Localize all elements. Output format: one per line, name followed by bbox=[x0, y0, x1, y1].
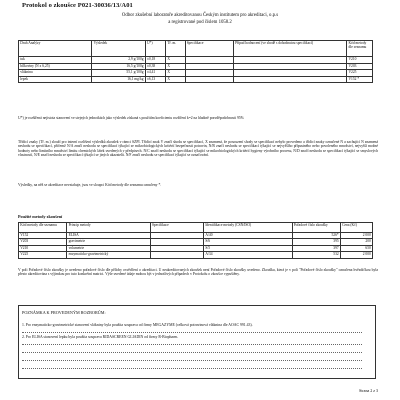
cell: 526* bbox=[292, 233, 340, 239]
methods-table bbox=[18, 222, 373, 259]
cell: V210 bbox=[347, 57, 373, 64]
protocol-title: Protokol o zkoušce P021-30036/13/A01 bbox=[22, 2, 133, 9]
col-evaluation: Případ hodnocení (ve shodě s dohodnutou specifikací) bbox=[233, 41, 346, 57]
uncertainty-text: je rozšířená nejistota stanovení ve stejných jednotkách jako výsledek získaná s použitím koeficientu rozšíření k=2 na hladině pravděpodobnosti 95% bbox=[24, 116, 244, 120]
col-uncertainty: U*) bbox=[145, 41, 165, 57]
cell: V152 * bbox=[347, 76, 373, 83]
cell: V203 bbox=[19, 239, 67, 245]
methods-header-row bbox=[19, 223, 373, 233]
col-spec: Specifikace bbox=[150, 223, 203, 233]
uncertainty-note bbox=[18, 116, 378, 120]
col-class: Tř. m. bbox=[166, 41, 185, 57]
col-code: Kód metody dle seznamu bbox=[19, 223, 67, 233]
col-analysis: Druh Analýzy bbox=[19, 41, 92, 57]
order-number-remark: V poli Pořadové číslo zkoušky je uvedeno pořadové číslo dle přílohy osvědčení o akreditaci. U neakreditovaných zkoušek není Pořadové číslo zkoušky uvedeno. Zkoušku, která je v poli "Pořadové číslo zkoušky" označena hvězdičkou byla přesto akreditována s výjimkou pro tuto konkrétní matrici. Výše uvedené údaje mohou být v jednotlivých případech v Protokolu o zkoušce vypuštěny. bbox=[18, 268, 378, 277]
cell bbox=[150, 252, 203, 258]
dotted-rule bbox=[22, 344, 362, 345]
cell: V152 bbox=[19, 233, 67, 239]
cell: 395 bbox=[292, 239, 340, 245]
notes-box-item-1: 1. Pro enzymaticko-gravimetrické stanovení vlákniny byla použita souprava od firmy MEGAZYME (celková potravinová vláknina dle AOAC 991.43). bbox=[22, 323, 253, 327]
cell: 55,1 g/100g bbox=[92, 70, 145, 77]
cell: vláknina bbox=[19, 70, 92, 77]
cell: A/34 bbox=[204, 252, 292, 258]
cell: 532 bbox=[292, 252, 340, 258]
cell: 2 000 bbox=[340, 233, 372, 239]
cell: 16,1 mg/kg bbox=[92, 76, 145, 83]
col-method-code: Kód metody dle seznamu bbox=[347, 41, 373, 57]
cell: A/40 bbox=[204, 233, 292, 239]
cell: enzymaticko-gravimetrický bbox=[67, 252, 150, 258]
cell: V225 bbox=[347, 70, 373, 77]
col-price: Cena (Kč) bbox=[340, 223, 372, 233]
cell: volumetrie bbox=[67, 245, 150, 251]
cell: 397 bbox=[292, 245, 340, 251]
cell: V210 bbox=[19, 245, 67, 251]
cell: ±4,41 bbox=[145, 70, 165, 77]
cell: ±6,13 bbox=[145, 76, 165, 83]
cell: X bbox=[166, 63, 185, 70]
col-result: Výsledek bbox=[92, 41, 145, 57]
accreditation-note: Výsledky, na něž se akreditace nevztahuje, jsou ve sloupci Kód metody dle seznamu označeny *. bbox=[18, 183, 162, 187]
results-header-row bbox=[19, 41, 373, 57]
table-row bbox=[19, 76, 373, 83]
cell: X bbox=[166, 57, 185, 64]
dotted-rule bbox=[22, 332, 362, 333]
cell bbox=[233, 76, 346, 83]
dotted-rule bbox=[22, 352, 362, 353]
cell: 2,9 g/100g bbox=[92, 57, 145, 64]
cell: V203 bbox=[347, 63, 373, 70]
cell: bílkoviny (N x 6,25) bbox=[19, 63, 92, 70]
dotted-rule bbox=[22, 368, 362, 369]
col-order-number: Pořadové číslo zkoušky bbox=[292, 223, 340, 233]
cell bbox=[185, 76, 233, 83]
notes-box-title: POZNÁMKA K PROVEDENÝM ROZBORŮM: bbox=[22, 310, 106, 315]
cell: 16,5 g/100g bbox=[92, 63, 145, 70]
cell: X bbox=[166, 70, 185, 77]
cell: X bbox=[166, 76, 185, 83]
dotted-rule bbox=[22, 360, 362, 361]
col-principle: Princip metody bbox=[67, 223, 150, 233]
notes-box-item-2: 2. Pro ELISA stanovení lepku byla použita souprava RIDASCREEN GLIADIN od firmy R-Biopharm. bbox=[22, 335, 179, 339]
cell: V225 bbox=[19, 252, 67, 258]
cell: ±0,38 bbox=[145, 63, 165, 70]
methods-heading: Použité metody zkoušení bbox=[18, 214, 63, 219]
cell: 200 bbox=[340, 239, 372, 245]
class-mark-paragraph: Třídicí znaky (Tř. m.) slouží pro interní rozlišení výsledků zkoušek v rámci SZPI. Třídicí znak V značí shodu se specifikací, X znamená, že posouzení shody se specifikací nebylo provedeno a třídicí znaky označené N a zachující N znamená neshodu se specifikací, přičemž N/A značí neshodu se specifikací týkající se mikrobiologických kritérií bezpečnosti potravin, N/B značí neshodu se specifikací týkající se nejvyššího přípustného nebo povoleného množství, nejvyšší možné hodnoty nebo limitního množství limitu chemických látek uvedených v předpisech. N/C značí neshodu se specifikací týkající se mikrobiologických kritérií hygieny výrobního procesu, N/D značí neshodu se specifikací týkající se smyslových vlastností, N/E značí neshodu se specifikací týkající se jiných ukazatelů. N/F značí neshodu se specifikací týkající se označování. bbox=[18, 140, 378, 158]
cell: tuk bbox=[19, 57, 92, 64]
page-number: Strana 2 z 3 bbox=[359, 388, 378, 393]
cell: ±0,18 bbox=[145, 57, 165, 64]
results-table bbox=[18, 40, 373, 83]
uncertainty-marker: U*) bbox=[18, 116, 24, 120]
lab-line-2: a registrované pod číslem 1058.2 bbox=[168, 20, 232, 25]
cell: 650 bbox=[340, 245, 372, 251]
cell: gravimetrie bbox=[67, 239, 150, 245]
cell: S/5 bbox=[204, 245, 292, 251]
col-specification: Specifikace bbox=[185, 41, 233, 57]
cell: lepek bbox=[19, 76, 92, 83]
table-row bbox=[19, 252, 373, 258]
lab-line-1: Odbor zkušební laboratoře akreditovanou Českým institutem pro akreditaci, o.p.s bbox=[121, 13, 279, 18]
col-identification: Identifikace metody (ČSN/ISO) bbox=[204, 223, 292, 233]
cell: 2 000 bbox=[340, 252, 372, 258]
cell: ELISA bbox=[67, 233, 150, 239]
cell: S/6 bbox=[204, 239, 292, 245]
